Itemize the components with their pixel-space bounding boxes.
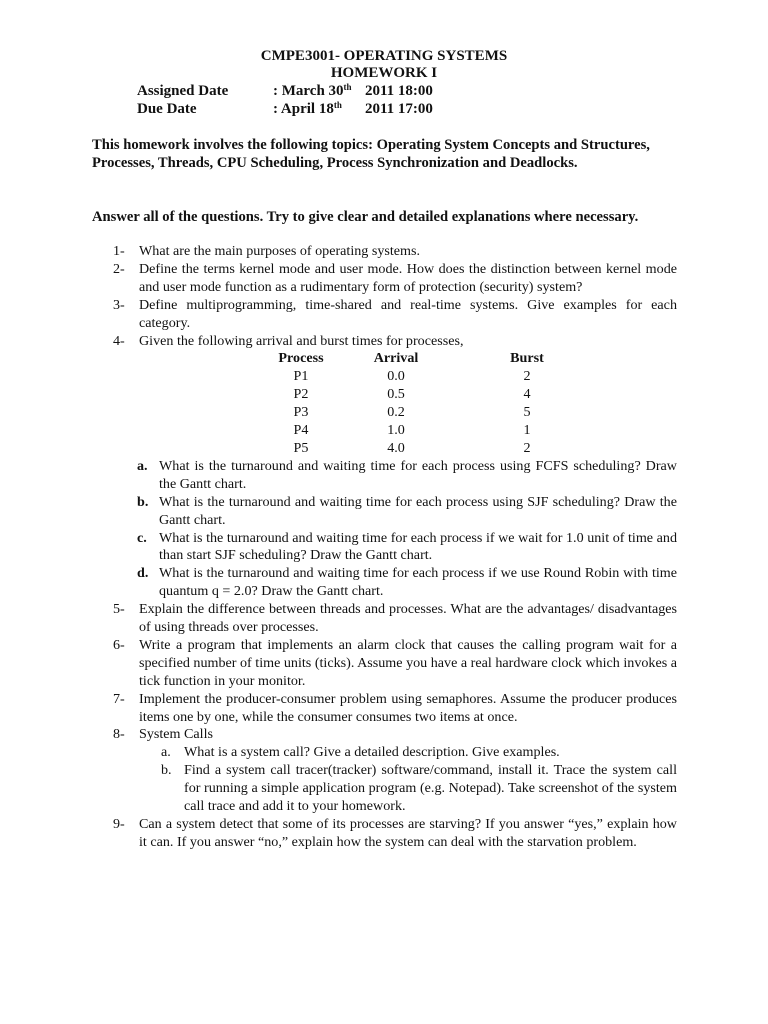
table-cell: 0.5 (387, 386, 405, 403)
question-8-part-b (0, 762, 677, 816)
part-text: What is a system call? Give a detailed description. Give examples. (184, 744, 560, 761)
question-8 (0, 726, 677, 744)
table-row (268, 422, 596, 440)
table-header: Process (278, 350, 324, 367)
question-number: 8- (113, 726, 125, 743)
table-cell: P2 (293, 386, 309, 403)
part-letter: a. (161, 744, 171, 761)
table-row (268, 440, 596, 458)
question-number: 7- (113, 690, 125, 707)
question-1 (0, 243, 677, 261)
part-letter: a. (137, 457, 148, 474)
assigned-date-suffix: th (343, 82, 352, 92)
question-number: 4- (113, 332, 125, 349)
question-list (0, 243, 768, 852)
table-cell: 5 (523, 404, 531, 421)
question-number: 2- (113, 260, 125, 277)
due-date-row (137, 100, 433, 118)
question-number: 9- (113, 816, 125, 832)
question-5 (0, 601, 677, 637)
homework-title: HOMEWORK I (330, 65, 438, 81)
question-text: Define multiprogramming, time-shared and real-time systems. Give examples for each category. (139, 296, 677, 331)
assigned-datetime: 2011 18:00 (365, 83, 433, 99)
question-2 (0, 261, 677, 297)
question-text: Explain the difference between threads and processes. What are the advantages/ disadvantages of using threads over processes. (139, 601, 677, 636)
table-header-row (268, 350, 596, 368)
part-letter: c. (137, 529, 147, 546)
table-cell: 1 (523, 422, 531, 439)
part-text: What is the turnaround and waiting time for each process if we wait for 1.0 unit of time and than start SJF scheduling? Draw the Gantt chart. (159, 529, 677, 564)
question-4-part-d (0, 565, 677, 601)
table-cell: P5 (293, 439, 309, 456)
table-cell: P4 (293, 422, 309, 439)
due-date-value (273, 100, 365, 118)
question-text: Given the following arrival and burst times for processes, (139, 332, 464, 349)
process-table (268, 350, 596, 457)
part-letter: d. (137, 565, 149, 582)
question-number: 6- (113, 636, 125, 653)
question-number: 5- (113, 601, 125, 618)
question-9 (0, 816, 677, 852)
table-cell: P3 (293, 404, 309, 421)
table-cell: 0.0 (387, 368, 405, 385)
due-date-label: Due Date (137, 101, 197, 117)
question-text: Write a program that implements an alarm clock that causes the calling program wait for a specified number of time units (ticks). Assume you have a real hardware clock which invokes a tick function in your monitor. (139, 636, 677, 689)
table-header: Burst (510, 350, 544, 367)
assigned-date-label: Assigned Date (137, 83, 229, 99)
question-8-part-a (0, 744, 677, 762)
question-4-part-b (0, 494, 677, 530)
assigned-date-prefix: : March 30 (273, 83, 344, 99)
part-letter: b. (161, 762, 172, 779)
assigned-date-value (273, 82, 365, 100)
instructions-paragraph: Answer all of the questions. Try to give clear and detailed explanations where necessary. (92, 209, 639, 225)
topics-paragraph: This homework involves the following topics: Operating System Concepts and Structures, Processes, Threads, CPU Scheduling, Process Synchronization and Deadlocks. (92, 137, 650, 171)
due-date-suffix: th (333, 100, 342, 110)
question-6 (0, 637, 677, 691)
table-cell: 1.0 (387, 422, 405, 439)
table-cell: 2 (523, 368, 531, 385)
due-date-prefix: : April 18 (273, 101, 334, 117)
part-text: What is the turnaround and waiting time for each process if we use Round Robin with time quantum q = 2.0? Draw the Gantt chart. (159, 565, 677, 600)
table-cell: 4.0 (387, 439, 405, 456)
table-row (268, 404, 596, 422)
table-cell: P1 (293, 368, 309, 385)
due-datetime: 2011 17:00 (365, 101, 433, 117)
table-cell: 2 (523, 439, 531, 456)
question-4 (0, 333, 677, 351)
assigned-date-row (137, 82, 433, 100)
question-4-part-a (0, 458, 677, 494)
question-number: 3- (113, 296, 125, 313)
table-row (268, 368, 596, 386)
question-4-part-c (0, 530, 677, 566)
question-text: Define the terms kernel mode and user mode. How does the distinction between kernel mode and user mode function as a rudimentary form of protection (security) system? (139, 260, 677, 295)
part-text: What is the turnaround and waiting time for each process using SJF scheduling? Draw the Gantt chart. (159, 493, 677, 528)
table-cell: 0.2 (387, 404, 405, 421)
table-row (268, 386, 596, 404)
part-text: Find a system call tracer(tracker) software/command, install it. Trace the system call for running a simple application program (e.g. Notepad). Take screenshot of the system call trace and add it to your homework. (184, 762, 677, 815)
question-7 (0, 691, 677, 727)
question-text: Implement the producer-consumer problem using semaphores. Assume the producer produces items one by one, while the consumer consumes two items at once. (139, 690, 677, 725)
part-text: What is the turnaround and waiting time for each process using FCFS scheduling? Draw the Gantt chart. (159, 457, 677, 492)
question-text: What are the main purposes of operating systems. (139, 243, 421, 259)
question-text: System Calls (139, 726, 213, 743)
question-3 (0, 297, 677, 333)
question-number: 1- (113, 243, 125, 259)
question-text: Can a system detect that some of its processes are starving? If you answer “yes,” explain how it can. If you answer “no,” explain how the system can deal with the starvation problem. (139, 816, 677, 850)
table-header: Arrival (373, 350, 419, 367)
table-cell: 4 (523, 386, 531, 403)
part-letter: b. (137, 493, 149, 510)
course-title: CMPE3001- OPERATING SYSTEMS (260, 48, 508, 64)
